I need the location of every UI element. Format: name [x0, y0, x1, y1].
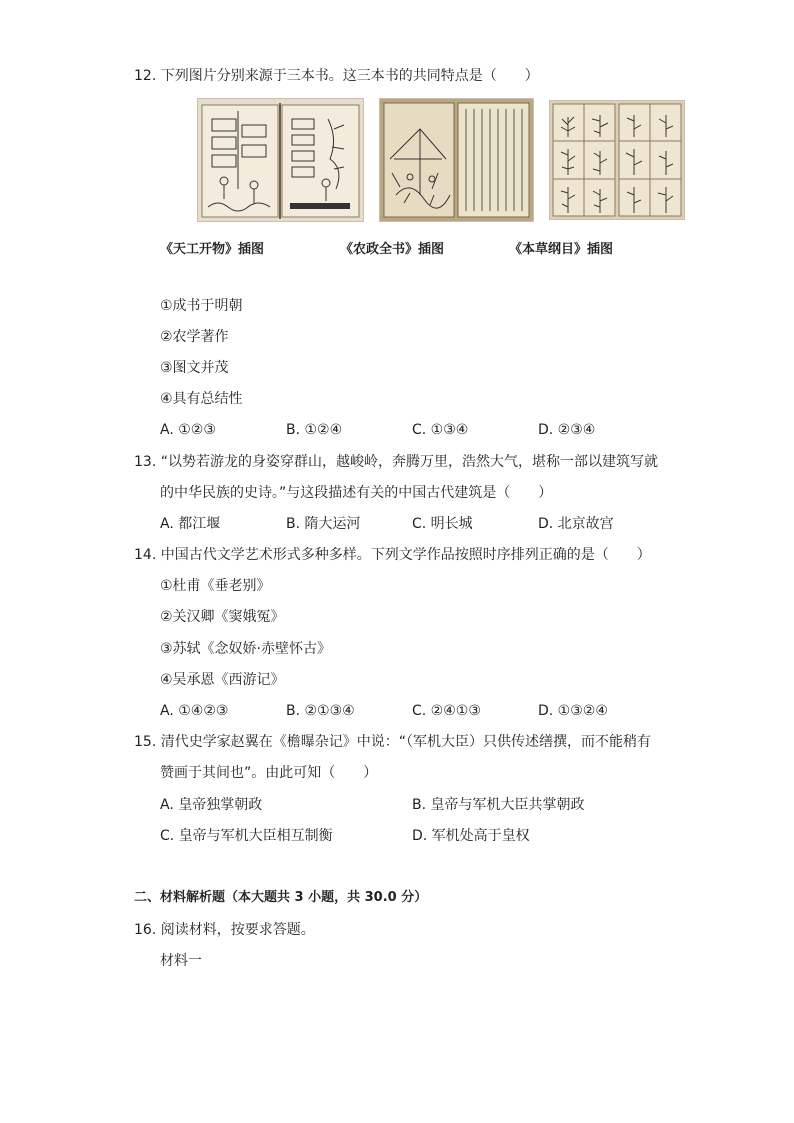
q13-stem-line2: 的中华民族的史诗。”与这段描述有关的中国古代建筑是（ ） — [160, 485, 553, 501]
q13-option-a[interactable]: A. 都江堰 — [160, 516, 221, 532]
tiangong-kaiwu-illustration — [197, 98, 364, 222]
q14-statement-2: ②关汉卿《窦娥冤》 — [160, 609, 285, 625]
q14-option-a[interactable]: A. ①④②③ — [160, 703, 229, 719]
section-heading: 二、材料解析题（本大题共 3 小题，共 30.0 分） — [134, 890, 428, 905]
q16-material-label: 材料一 — [160, 953, 202, 969]
figure-caption-bencao: 《本草纲目》插图 — [509, 242, 614, 257]
q13-option-c[interactable]: C. 明长城 — [412, 516, 473, 532]
q15-stem-line1: 15. 清代史学家赵翼在《檐曝杂记》中说：“（军机大臣）只供传述缮撰，而不能稍有 — [134, 734, 651, 750]
q12-option-a[interactable]: A. ①②③ — [160, 422, 216, 438]
q14-statement-3: ③苏轼《念奴娇·赤壁怀古》 — [160, 641, 332, 657]
q14-statement-1: ①杜甫《垂老别》 — [160, 578, 271, 594]
bencao-gangmu-illustration — [549, 100, 685, 220]
q14-option-b[interactable]: B. ②①③④ — [286, 703, 355, 719]
q12-statement-3: ③图文并茂 — [160, 360, 229, 376]
q12-statement-4: ④具有总结性 — [160, 391, 243, 407]
figure-caption-tiangong: 《天工开物》插图 — [160, 242, 265, 257]
q13-option-b[interactable]: B. 隋大运河 — [286, 516, 361, 532]
q13-option-d[interactable]: D. 北京故宫 — [538, 516, 614, 532]
q14-option-d[interactable]: D. ①③②④ — [538, 703, 608, 719]
q16-stem: 16. 阅读材料，按要求答题。 — [134, 922, 315, 938]
q12-option-b[interactable]: B. ①②④ — [286, 422, 343, 438]
q14-option-c[interactable]: C. ②④①③ — [412, 703, 481, 719]
q12-option-d[interactable]: D. ②③④ — [538, 422, 596, 438]
figure-caption-nongzheng: 《农政全书》插图 — [340, 242, 445, 257]
nongzheng-quanshu-illustration — [379, 98, 534, 222]
q14-statement-4: ④吴承恩《西游记》 — [160, 672, 285, 688]
q12-stem: 12. 下列图片分别来源于三本书。这三本书的共同特点是（ ） — [134, 68, 539, 84]
q15-option-b[interactable]: B. 皇帝与军机大臣共掌朝政 — [412, 797, 585, 813]
q12-statement-2: ②农学著作 — [160, 329, 229, 345]
q12-statement-1: ①成书于明朝 — [160, 298, 243, 314]
q14-stem: 14. 中国古代文学艺术形式多种多样。下列文学作品按照时序排列正确的是（ ） — [134, 547, 651, 563]
q15-option-d[interactable]: D. 军机处高于皇权 — [412, 828, 530, 844]
q15-stem-line2: 赞画于其间也”。由此可知（ ） — [160, 765, 378, 781]
q13-stem-line1: 13. “以势若游龙的身姿穿群山，越峻岭，奔腾万里，浩然大气，堪称一部以建筑写就 — [134, 454, 658, 470]
q15-option-a[interactable]: A. 皇帝独掌朝政 — [160, 797, 263, 813]
q15-option-c[interactable]: C. 皇帝与军机大臣相互制衡 — [160, 828, 333, 844]
q12-option-c[interactable]: C. ①③④ — [412, 422, 469, 438]
